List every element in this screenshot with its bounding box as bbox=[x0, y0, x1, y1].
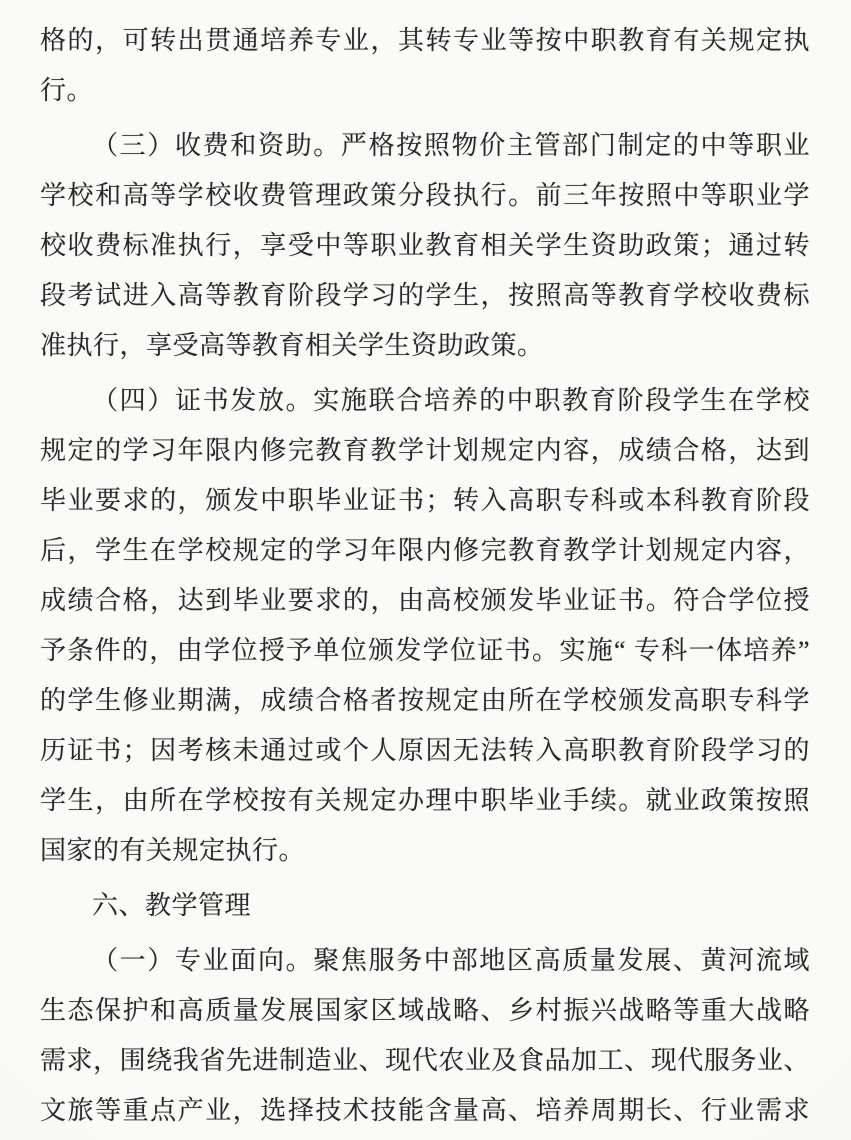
text-line: 毕业要求的，颁发中职毕业证书；转入高职专科或本科教育阶段 bbox=[40, 486, 810, 515]
text-line: （一）专业面向。聚焦服务中部地区高质量发展、黄河流域 bbox=[92, 946, 810, 975]
text-line: 的学生修业期满，成绩合格者按规定由所在学校颁发高职专科学 bbox=[40, 686, 810, 715]
para-transfer-rules-continuation bbox=[40, 16, 810, 116]
text-line: 规定的学习年限内修完教育教学计划规定内容，成绩合格，达到 bbox=[40, 436, 810, 465]
text-line: 行。 bbox=[40, 76, 94, 105]
text-line: 历证书；因考核未通过或个人原因无法转入高职教育阶段学习的 bbox=[40, 736, 810, 765]
text-line: 六、教学管理 bbox=[92, 891, 252, 920]
para-item1-major-orientation bbox=[40, 936, 810, 1136]
heading-section6-teaching-management bbox=[40, 881, 810, 931]
para-item3-fees-and-subsidies bbox=[40, 121, 810, 371]
text-line: 成绩合格，达到毕业要求的，由高校颁发毕业证书。符合学位授 bbox=[40, 586, 810, 615]
text-line: 校收费标准执行，享受中等职业教育相关学生资助政策；通过转 bbox=[40, 231, 810, 260]
text-line: 准执行，享受高等教育相关学生资助政策。 bbox=[40, 331, 544, 360]
text-line: 国家的有关规定执行。 bbox=[40, 836, 306, 865]
text-line: （三）收费和资助。严格按照物价主管部门制定的中等职业 bbox=[92, 131, 810, 160]
text-line: 文旅等重点产业，选择技术技能含量高、培养周期长、行业需求 bbox=[40, 1096, 810, 1125]
para-item4-certificate-issuance bbox=[40, 376, 810, 876]
text-line: 段考试进入高等教育阶段学习的学生，按照高等教育学校收费标 bbox=[40, 281, 810, 310]
text-line: 后，学生在学校规定的学习年限内修完教育教学计划规定内容， bbox=[40, 536, 810, 565]
text-line: 生态保护和高质量发展国家区域战略、乡村振兴战略等重大战略 bbox=[40, 996, 810, 1025]
document-text-block bbox=[40, 16, 810, 1136]
text-line: 予条件的，由学位授予单位颁发学位证书。实施“ 专科一体培养” bbox=[40, 636, 810, 665]
text-line: （四）证书发放。实施联合培养的中职教育阶段学生在学校 bbox=[92, 386, 810, 415]
text-line: 学校和高等学校收费管理政策分段执行。前三年按照中等职业学 bbox=[40, 181, 810, 210]
text-line: 格的，可转出贯通培养专业，其转专业等按中职教育有关规定执 bbox=[40, 26, 810, 55]
text-line: 学生，由所在学校按有关规定办理中职毕业手续。就业政策按照 bbox=[40, 786, 810, 815]
text-line: 需求，围绕我省先进制造业、现代农业及食品加工、现代服务业、 bbox=[40, 1046, 810, 1075]
